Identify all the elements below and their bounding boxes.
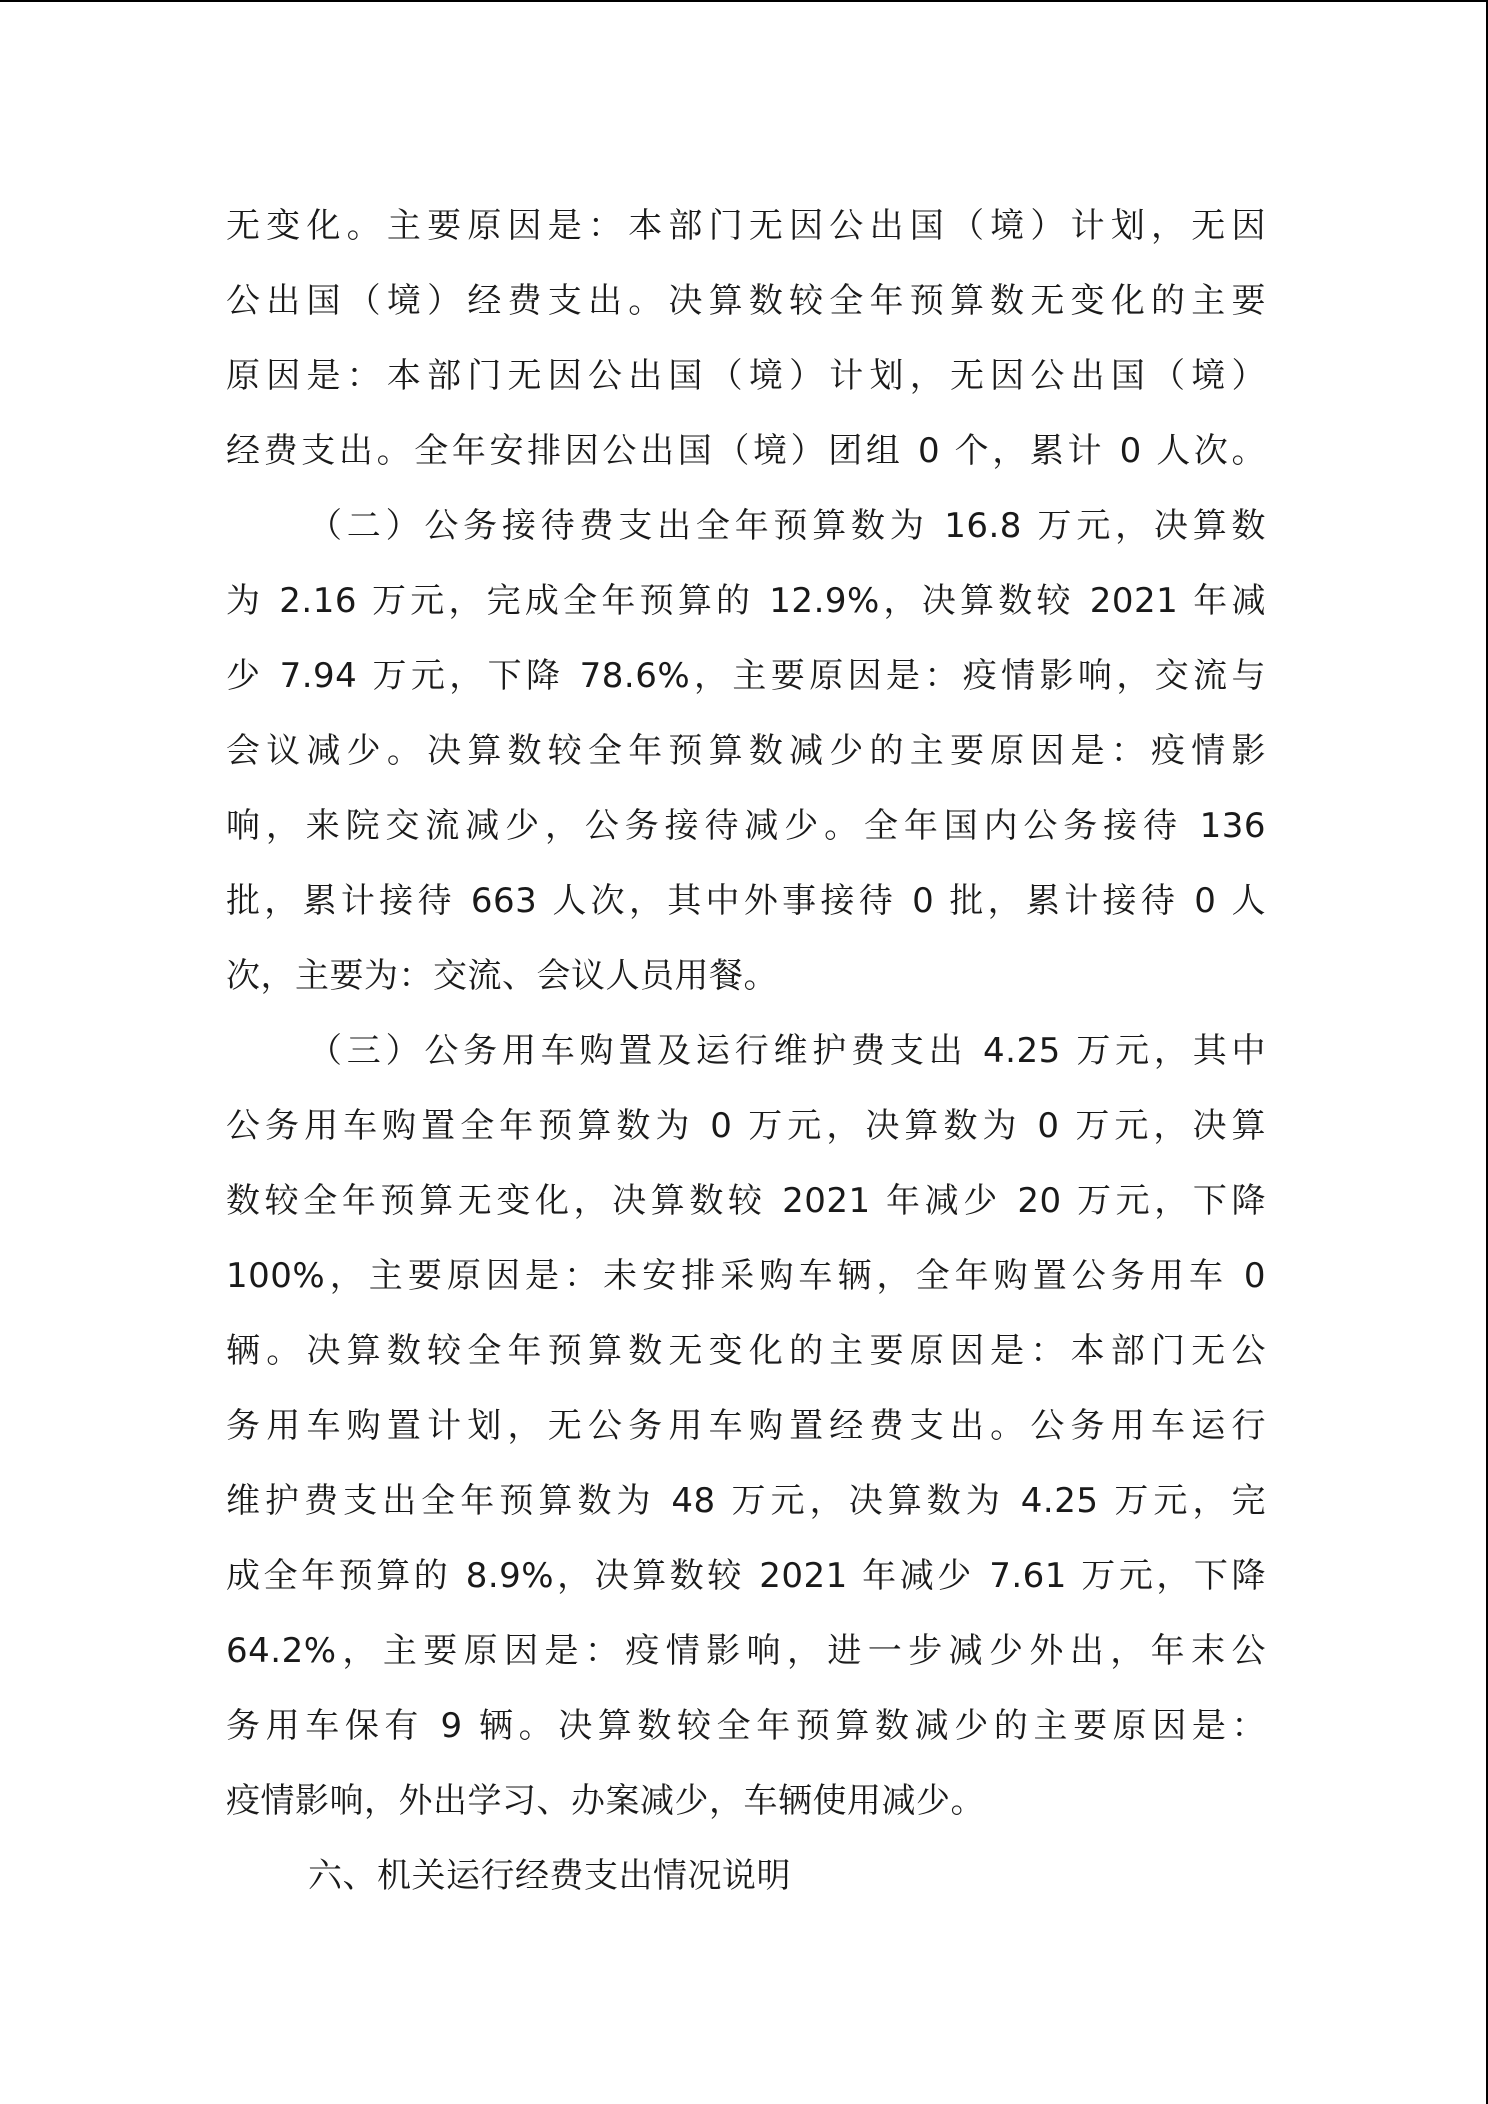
text-line: 成全年预算的 8.9%，决算数较 2021 年减少 7.61 万元，下降 bbox=[226, 1556, 1266, 1596]
text-line: 无变化。主要原因是：本部门无因公出国（境）计划，无因 bbox=[226, 206, 1266, 246]
text-line: 100%，主要原因是：未安排采购车辆，全年购置公务用车 0 bbox=[226, 1256, 1266, 1296]
text-line: 64.2%，主要原因是：疫情影响，进一步减少外出，年末公 bbox=[226, 1631, 1266, 1671]
paragraph-heading-line: （二）公务接待费支出全年预算数为 16.8 万元，决算数 bbox=[308, 506, 1266, 546]
text-line: 经费支出。全年安排因公出国（境）团组 0 个，累计 0 人次。 bbox=[226, 431, 1266, 471]
section-heading: 六、机关运行经费支出情况说明 bbox=[308, 1856, 791, 1896]
text-line: 批，累计接待 663 人次，其中外事接待 0 批，累计接待 0 人 bbox=[226, 881, 1266, 921]
text-line: 公出国（境）经费支出。决算数较全年预算数无变化的主要 bbox=[226, 281, 1266, 321]
text-line: 公务用车购置全年预算数为 0 万元，决算数为 0 万元，决算 bbox=[226, 1106, 1266, 1146]
text-line: 会议减少。决算数较全年预算数减少的主要原因是：疫情影 bbox=[226, 731, 1266, 771]
text-line: 次，主要为：交流、会议人员用餐。 bbox=[226, 956, 778, 996]
text-line: 疫情影响，外出学习、办案减少，车辆使用减少。 bbox=[226, 1781, 985, 1821]
text-line: 务用车保有 9 辆。决算数较全年预算数减少的主要原因是： bbox=[226, 1706, 1266, 1746]
text-line: 响，来院交流减少，公务接待减少。全年国内公务接待 136 bbox=[226, 806, 1266, 846]
text-line: 维护费支出全年预算数为 48 万元，决算数为 4.25 万元，完 bbox=[226, 1481, 1266, 1521]
text-line: 原因是：本部门无因公出国（境）计划，无因公出国（境） bbox=[226, 356, 1266, 396]
text-line: 少 7.94 万元，下降 78.6%，主要原因是：疫情影响，交流与 bbox=[226, 656, 1266, 696]
text-line: 务用车购置计划，无公务用车购置经费支出。公务用车运行 bbox=[226, 1406, 1266, 1446]
text-line: 数较全年预算无变化，决算数较 2021 年减少 20 万元，下降 bbox=[226, 1181, 1266, 1221]
text-line: 辆。决算数较全年预算数无变化的主要原因是：本部门无公 bbox=[226, 1331, 1266, 1371]
text-line: 为 2.16 万元，完成全年预算的 12.9%，决算数较 2021 年减 bbox=[226, 581, 1266, 621]
document-body bbox=[226, 189, 1266, 1914]
paragraph-heading-line: （三）公务用车购置及运行维护费支出 4.25 万元，其中 bbox=[308, 1031, 1266, 1071]
